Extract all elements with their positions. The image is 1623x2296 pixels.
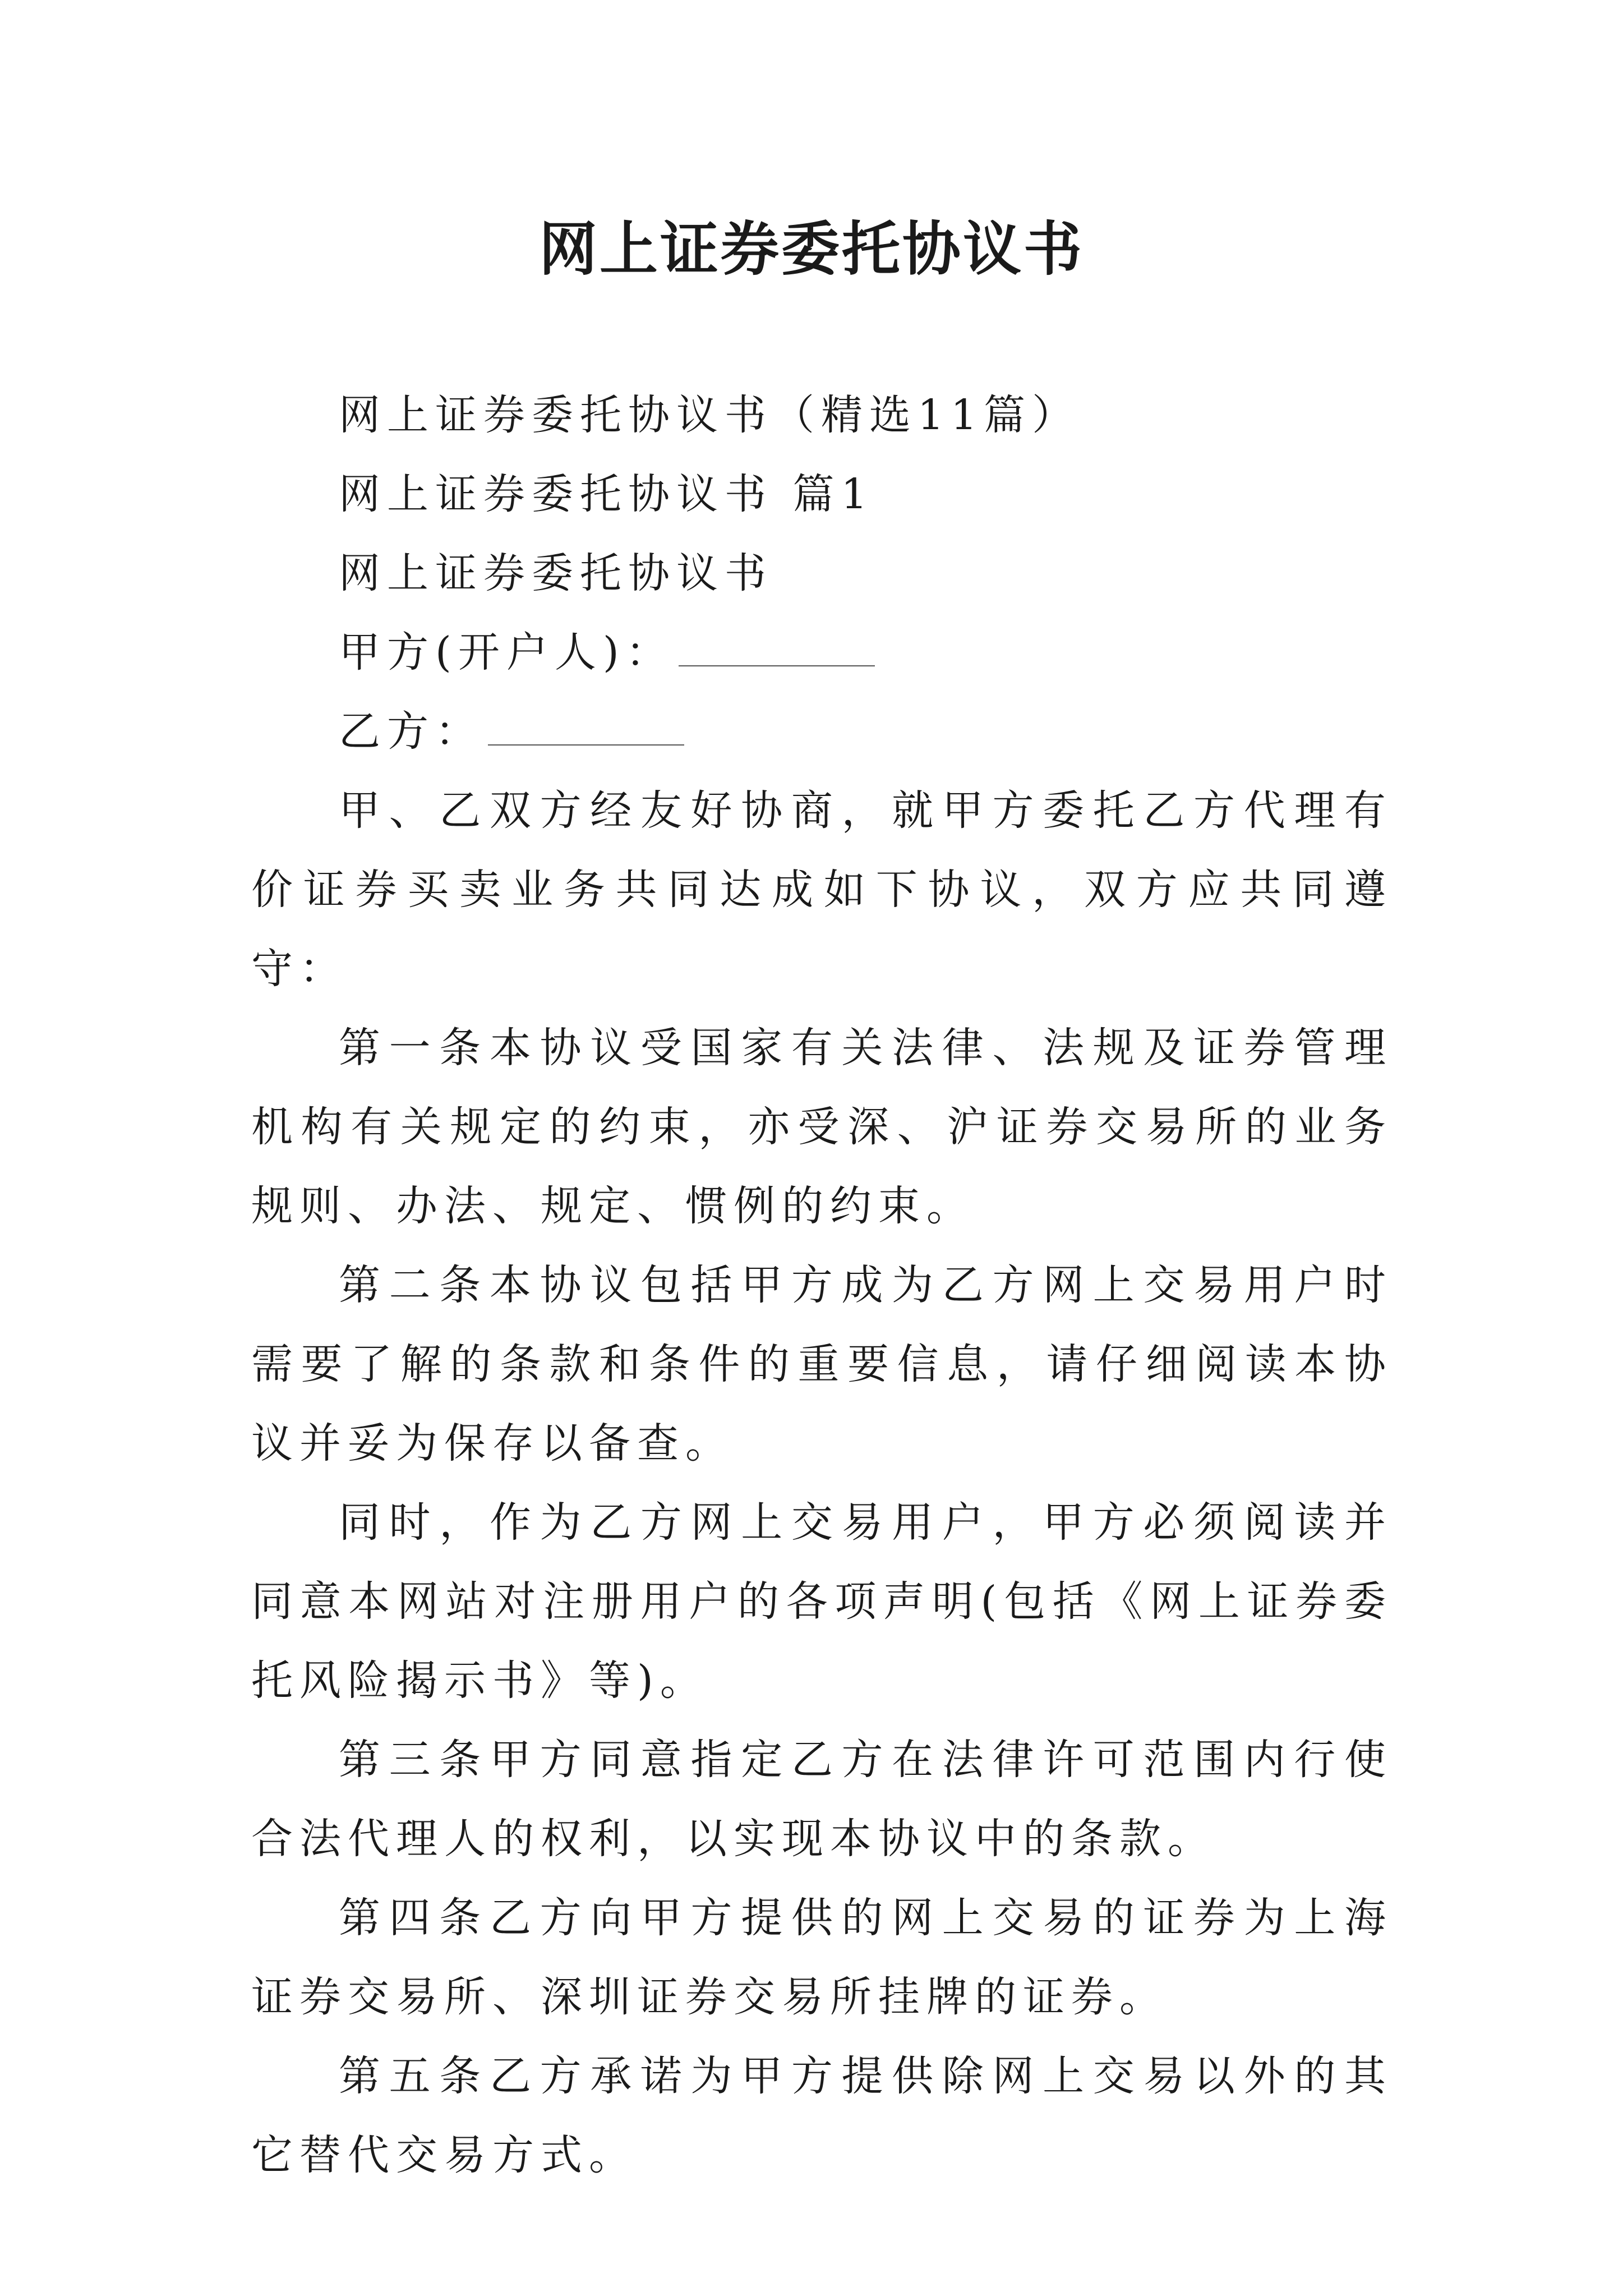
paragraph: 第一条本协议受国家有关法律、法规及证券管理机构有关规定的约束，亦受深、沪证券交易所的业务规则、办法、规定、惯例的约束。 [251,1024,1393,1230]
paragraph: 甲、乙双方经友好协商，就甲方委托乙方代理有价证券买卖业务共同达成如下协议，双方应共同遵守： [251,786,1393,993]
party-a-blank [679,626,875,666]
paragraph: 第二条本协议包括甲方成为乙方网上交易用户时需要了解的条款和条件的重要信息，请仔细阅读本协议并妥为保存以备查。 [251,1261,1393,1467]
party-a-label: 甲方(开户人)： [339,628,674,677]
party-b-blank [488,705,684,746]
paragraph: 第四条乙方向甲方提供的网上交易的证券为上海证券交易所、深圳证券交易所挂牌的证券。 [251,1894,1393,2021]
agreement-title: 网上证券委托协议书 [339,549,773,597]
section-heading: 网上证券委托协议书 篇1 [339,470,874,518]
paragraph: 第三条甲方同意指定乙方在法律许可范围内行使合法代理人的权利，以实现本协议中的条款。 [251,1736,1393,1863]
paragraph: 第五条乙方承诺为甲方提供除网上交易以外的其它替代交易方式。 [251,2052,1393,2179]
document-body [251,376,1393,2195]
document-title: 网上证券委托协议书 [538,215,1084,283]
party-a-line [251,613,1393,692]
paragraph: 同时，作为乙方网上交易用户，甲方必须阅读并同意本网站对注册用户的各项声明(包括《网上证券委托风险揭示书》等)。 [251,1498,1393,1705]
party-b-label: 乙方： [339,707,483,756]
subtitle: 网上证券委托协议书（精选11篇） [339,391,1081,439]
party-b-line [251,692,1393,771]
